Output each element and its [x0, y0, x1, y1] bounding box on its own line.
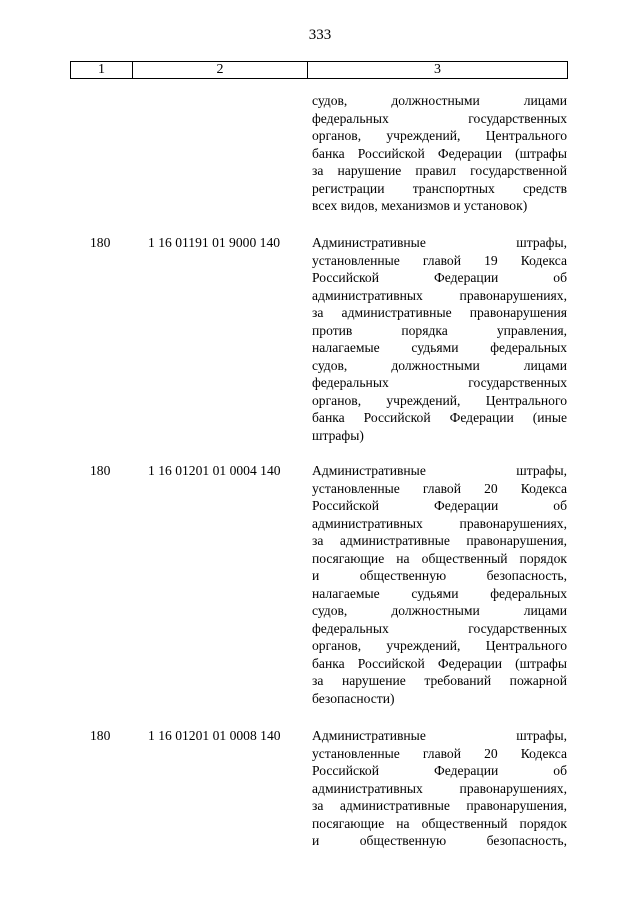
description-line: налагаемые судьями федеральных: [312, 340, 567, 355]
table-header: [70, 61, 568, 79]
revenue-description: [312, 234, 567, 444]
header-col-1: 1: [71, 62, 133, 78]
description-line: административных правонарушениях,: [312, 780, 567, 796]
revenue-description: [312, 727, 567, 850]
admin-code: 180: [90, 463, 111, 478]
admin-code: 180: [90, 728, 111, 743]
revenue-description: [312, 92, 567, 215]
description-line: и общественную безопасность,: [312, 833, 567, 848]
revenue-description: [312, 462, 567, 707]
description-line: федеральных государственных: [312, 110, 567, 126]
description-line: административных правонарушениях,: [312, 515, 567, 531]
description-line: за нарушение требований пожарной: [312, 673, 567, 688]
header-col-3: 3: [434, 62, 441, 77]
description-line: Административные штрафы,: [312, 728, 567, 743]
description-line: административных правонарушениях,: [312, 287, 567, 303]
description-line: за административные правонарушения,: [312, 798, 567, 813]
description-line: установленные главой 20 Кодекса: [312, 480, 567, 496]
description-line: Российской Федерации об: [312, 270, 567, 285]
description-line: федеральных государственных: [312, 375, 567, 390]
budget-classification-code: 1 16 01201 01 0004 140: [148, 463, 281, 478]
description-line: налагаемые судьями федеральных: [312, 585, 567, 601]
description-line: за нарушение правил государственной: [312, 163, 567, 178]
page-number: 333: [308, 27, 332, 43]
description-line: органов, учреждений, Центрального: [312, 638, 567, 653]
description-line: установленные главой 20 Кодекса: [312, 745, 567, 761]
budget-classification-code: 1 16 01201 01 0008 140: [148, 728, 281, 743]
description-line: Российской Федерации об: [312, 763, 567, 778]
description-line: за административные правонарушения: [312, 305, 567, 320]
description-line: всех видов, механизмов и установок): [312, 198, 528, 213]
header-col-2: 2: [133, 62, 308, 78]
description-line: Административные штрафы,: [312, 463, 567, 478]
admin-code: 180: [90, 235, 111, 250]
description-line: органов, учреждений, Центрального: [312, 392, 567, 408]
description-line: судов, должностными лицами: [312, 603, 567, 618]
description-line: безопасности): [312, 690, 395, 706]
description-line: за административные правонарушения,: [312, 533, 567, 548]
description-line: судов, должностными лицами: [312, 357, 567, 373]
description-line: судов, должностными лицами: [312, 93, 567, 108]
description-line: банка Российской Федерации (штрафы: [312, 145, 567, 161]
description-line: банка Российской Федерации (иные: [312, 410, 567, 425]
description-line: установленные главой 19 Кодекса: [312, 252, 567, 268]
description-line: федеральных государственных: [312, 620, 567, 636]
description-line: регистрации транспортных средств: [312, 180, 567, 196]
description-line: банка Российской Федерации (штрафы: [312, 655, 567, 671]
description-line: посягающие на общественный порядок: [312, 550, 567, 566]
budget-classification-code: 1 16 01191 01 9000 140: [148, 235, 281, 250]
description-line: Административные штрафы,: [312, 235, 567, 250]
description-line: штрафы): [312, 427, 364, 443]
description-line: посягающие на общественный порядок: [312, 815, 567, 831]
description-line: против порядка управления,: [312, 322, 567, 338]
description-line: Российской Федерации об: [312, 498, 567, 513]
description-line: и общественную безопасность,: [312, 568, 567, 583]
description-line: органов, учреждений, Центрального: [312, 128, 567, 143]
